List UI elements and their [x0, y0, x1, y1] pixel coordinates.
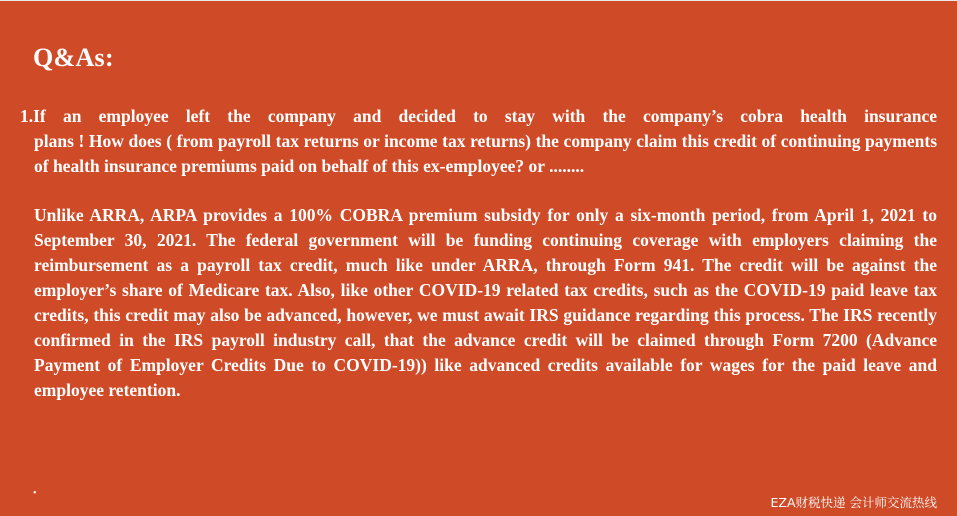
question-continuation: plans ! How does ( from payroll tax returns or income tax returns) the company claim this credit of continuing payments of health insurance premiums paid on behalf of this ex-employee? or ........: [34, 131, 937, 176]
slide-title: Q&As:: [33, 43, 114, 72]
bullet-dot: •: [33, 488, 37, 499]
footer-brand-text: EZA财税快递 会计师交流热线: [770, 495, 937, 510]
question-text: [20, 104, 937, 179]
question-first-line: 1.If an employee left the company and decided to stay with the company’s cobra health insurance: [20, 106, 937, 126]
answer-text: Unlike ARRA, ARPA provides a 100% COBRA premium subsidy for only a six-month period, from April 1, 2021 to September 30, 2021. The federal government will be funding continuing coverage with employers claiming the reimbursement as a payroll tax credit, much like under ARRA, through Form 941. The credit will be against the employer’s share of Medicare tax. Also, like other COVID-19 related tax credits, such as the COVID-19 paid leave tax credits, this credit may also be advanced, however, we must await IRS guidance regarding this process. The IRS recently confirmed in the IRS payroll industry call, that the advance credit will be claimed through Form 7200 (Advance Payment of Employer Credits Due to COVID-19)) like advanced credits available for wages for the paid leave and employee retention.: [34, 205, 937, 400]
